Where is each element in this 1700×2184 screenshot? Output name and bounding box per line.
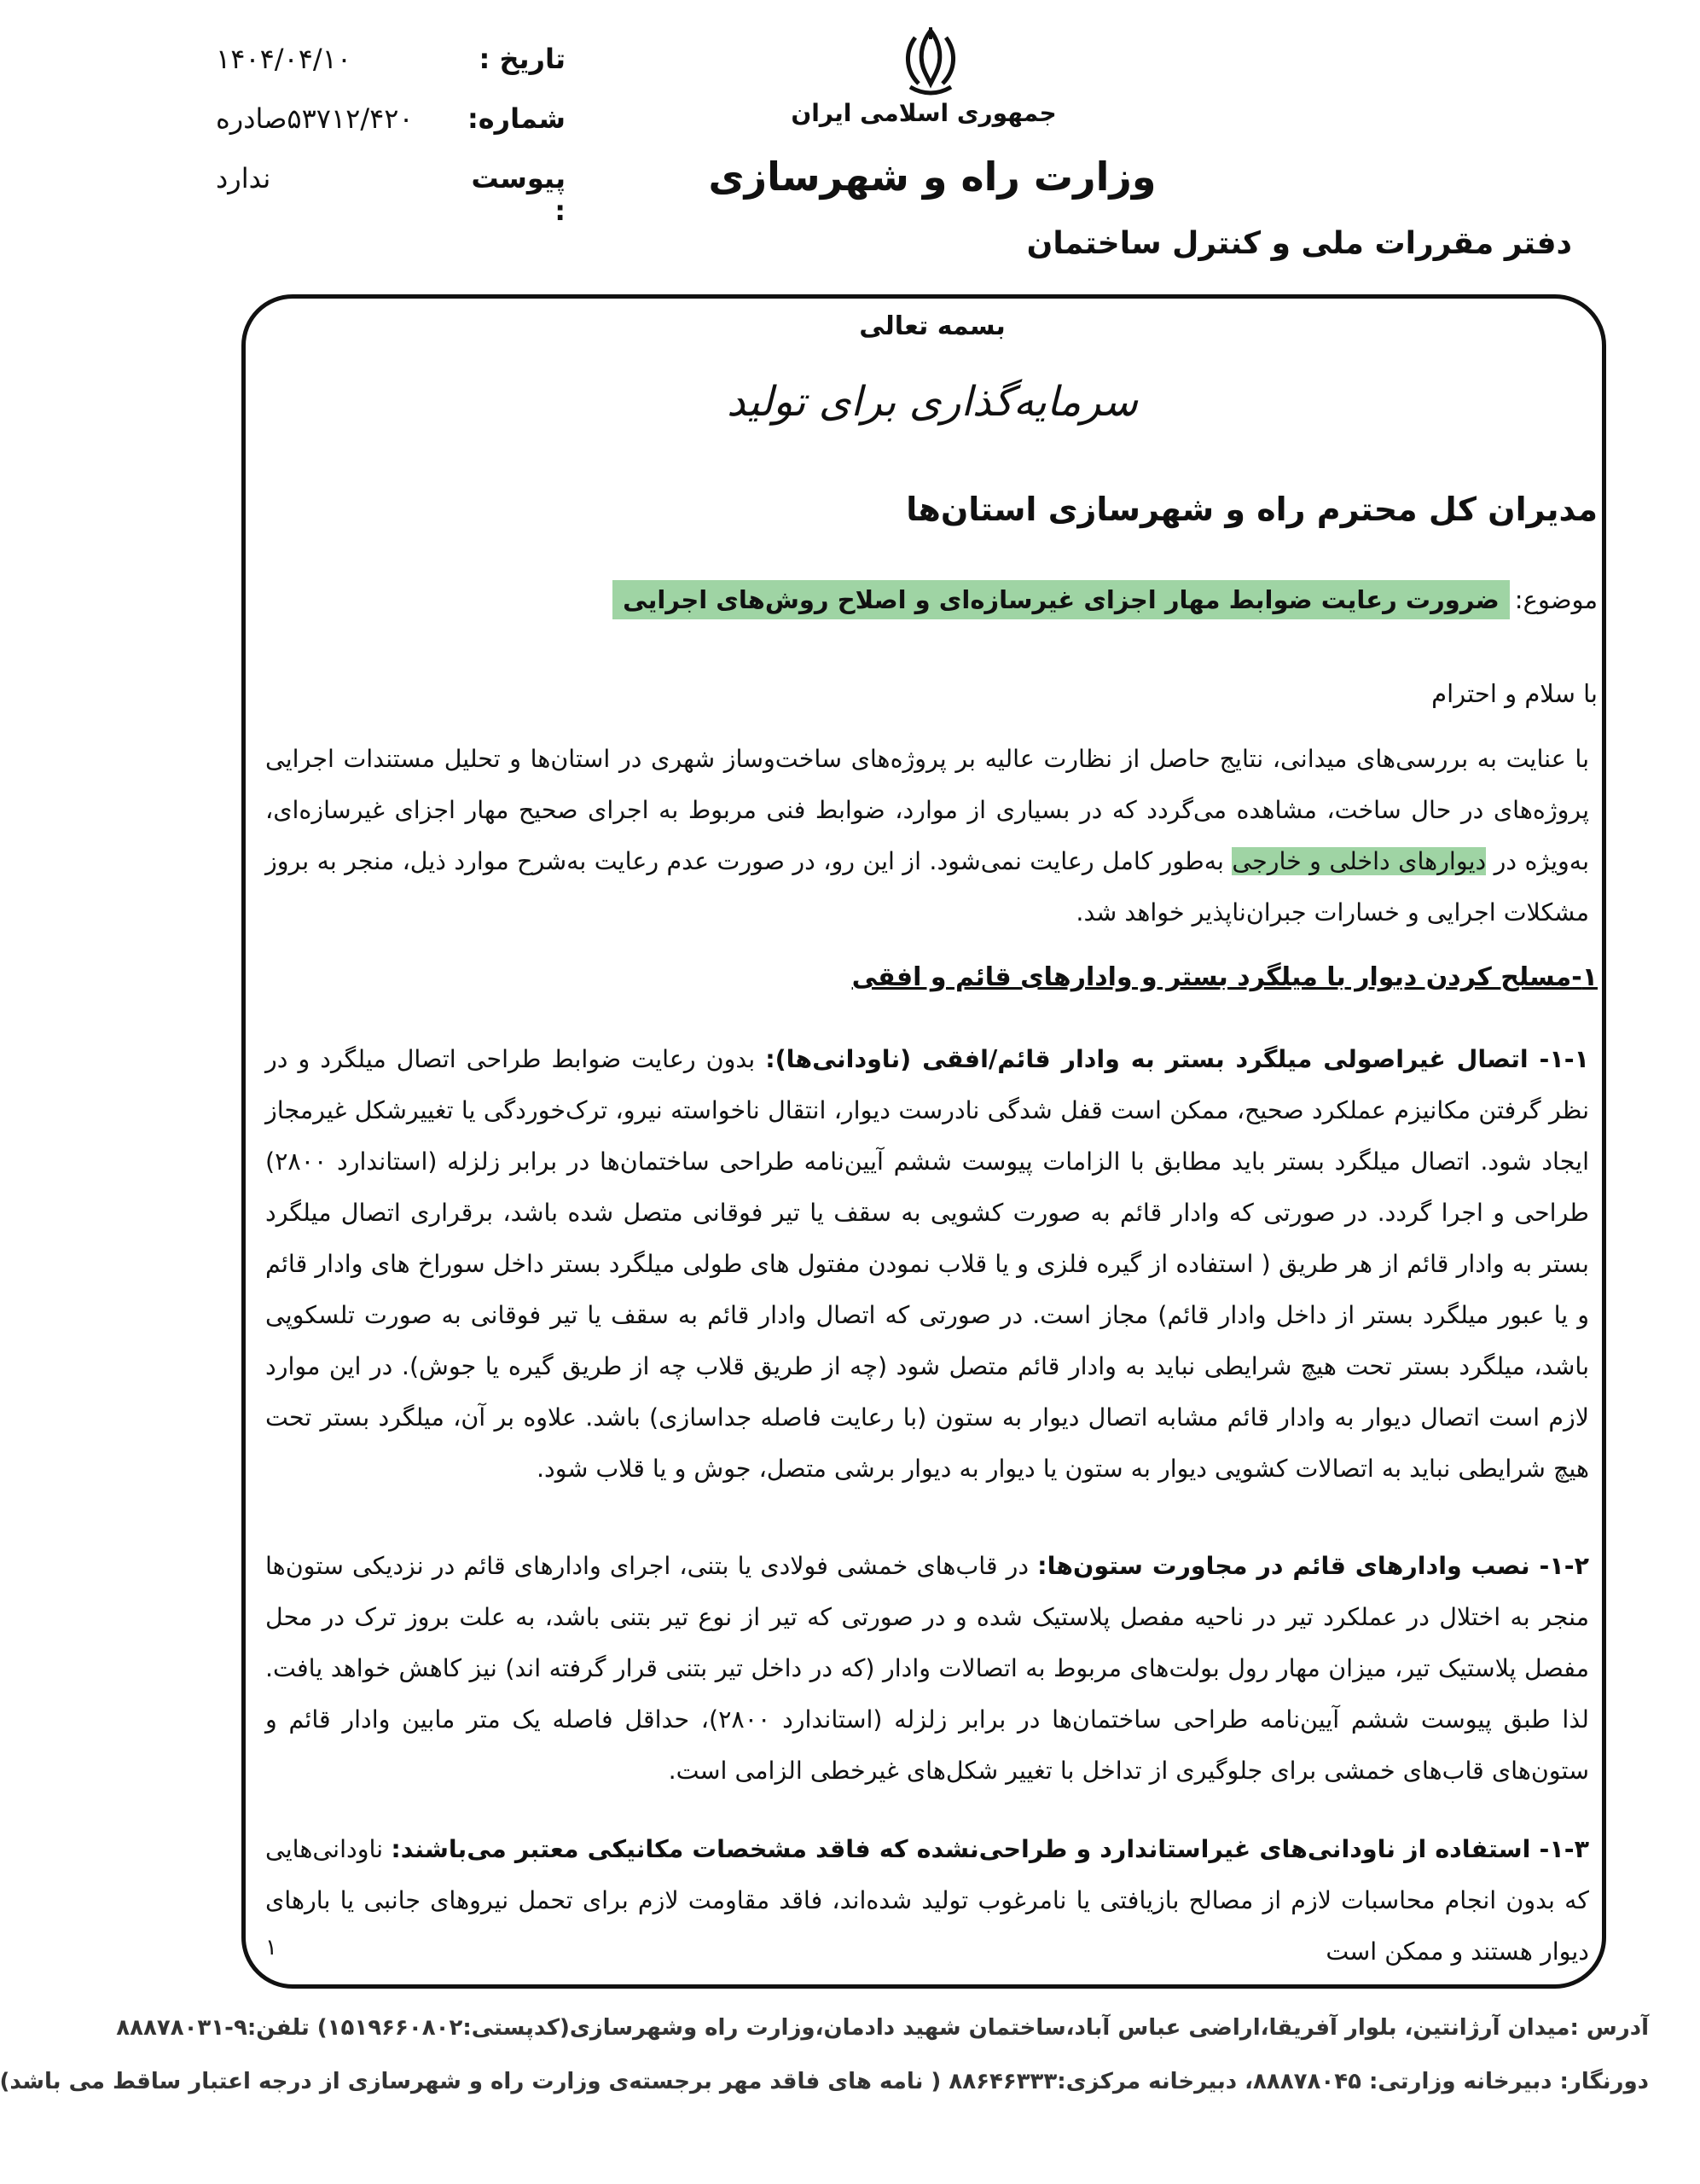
number-label: شماره: xyxy=(467,102,566,135)
intro-highlight: دیوارهای داخلی و خارجی xyxy=(1232,847,1487,875)
attachment-row xyxy=(207,162,566,227)
slogan-text: سرمایه‌گذاری برای تولید xyxy=(727,378,1138,426)
number-row xyxy=(207,102,566,162)
date-label: تاریخ : xyxy=(479,43,566,75)
intro-text-1: با عنایت به بررسی‌های میدانی، نتایج حاصل از نظارت عالیه بر پروژه‌های ساخت‌وساز شهری در استان‌ها و تحلیل مستندات اجرایی پروژه‌های در حال ساخت، مشاهده می‌گردد که در بسیاری از موارد، ضوابط فنی مربوط به اجرای صحیح مهار اجزای غیرسازه‌ای، به‌ویژه در xyxy=(265,745,1590,875)
section-1-title: ۱-مسلح کردن دیوار با میلگرد بستر و وادارهای قائم و افقی xyxy=(851,962,1598,992)
letter-meta xyxy=(207,43,566,227)
government-name: جمهوری اسلامی ایران xyxy=(791,99,1057,127)
office-name: دفتر مقررات ملی و کنترل ساختمان xyxy=(1026,226,1572,261)
section-1-2 xyxy=(265,1541,1589,1797)
bismillah: بسمه تعالی xyxy=(859,311,1006,341)
section-1-1-title: ۱-۱- اتصال غیراصولی میلگرد بستر به وادار قائم/افقی (ناودانی‌ها): xyxy=(765,1045,1589,1073)
number-value: ۵۳۷۱۲/۴۲۰صادره xyxy=(216,102,414,135)
attachment-label: پیوست : xyxy=(471,162,566,227)
date-row xyxy=(207,43,566,102)
subject-line xyxy=(612,580,1598,619)
ministry-name: وزارت راه و شهرسازی xyxy=(708,154,1157,200)
attachment-value: ندارد xyxy=(216,162,271,195)
date-value: ۱۴۰۴/۰۴/۱۰ xyxy=(216,43,352,75)
greeting: با سلام و احترام xyxy=(1431,679,1598,708)
subject-text: ضرورت رعایت ضوابط مهار اجزای غیرسازه‌ای و اصلاح روش‌های اجرایی xyxy=(612,580,1510,619)
subject-label: موضوع: xyxy=(1514,585,1598,614)
intro-paragraph xyxy=(265,734,1589,938)
intro-text-2: به‌طور کامل رعایت نمی‌شود. از این رو، در صورت عدم رعایت به‌شرح موارد ذیل، منجر به بروز مشکلات اجرایی و خسارات جبران‌ناپذیر خواهد شد. xyxy=(265,847,1589,926)
section-1-1-body: بدون رعایت ضوابط طراحی اتصال میلگرد و در نظر گرفتن مکانیزم عملکرد صحیح، ممکن است قفل شدگی نادرست دیوار، انتقال ناخواسته نیرو، ترک‌خوردگی یا تغییرشکل غیرمجاز ایجاد شود. اتصال میلگرد بستر باید مطابق با الزامات پیوست ششم آیین‌نامه طراحی ساختمان‌ها در برابر زلزله (استاندارد ۲۸۰۰) طراحی و اجرا گردد. در صورتی که وادار قائم به صورت کشویی به سقف یا تیر فوقانی متصل شده باشد، برقراری اتصال میلگرد بستر به وادار قائم از هر طریق ( استفاده از گیره فلزی و یا قلاب نمودن مفتول های طولی میلگرد بستر داخل سوراخ های وادار قائم و یا عبور میلگرد بستر از داخل وادار قائم) مجاز است. در صورتی که اتصال وادار قائم به سقف یا تیر فوقانی به صورت تلسکوپی باشد، میلگرد بستر تحت هیچ شرایطی نباید به وادار قائم متصل شود (چه از طریق قلاب چه از طریق گیره یا جوش). در این موارد لازم است اتصال دیوار به وادار قائم مشابه اتصال دیوار به ستون (با رعایت فاصله جداسازی) باشد. علاوه بر آن، میلگرد بستر تحت هیچ شرایطی نباید به اتصالات کشویی دیوار به ستون یا دیوار به دیوار برشی متصل، جوش و یا قلاب شود. xyxy=(265,1045,1589,1483)
page-number: ۱ xyxy=(265,1935,277,1960)
section-1-3 xyxy=(265,1824,1589,1978)
section-1-2-body: در قاب‌های خمشی فولادی یا بتنی، اجرای وادارهای قائم در نزدیکی ستون‌ها منجر به اختلال در عملکرد تیر در ناحیه مفصل پلاستیک شده و در صورتی که تیر از نوع تیر بتنی باشد، به علت بروز ترک در محل مفصل پلاستیک تیر، میزان مهار رول بولت‌های مربوط به اتصالات وادار (که در داخل تیر بتنی قرار گرفته اند) نیز کاهش خواهد یافت. لذا طبق پیوست ششم آیین‌نامه طراحی ساختمان‌ها در برابر زلزله (استاندارد ۲۸۰۰)، حداقل فاصله یک متر مابین وادار قائم و ستون‌های قاب‌های خمشی برای جلوگیری از تداخل با تغییر شکل‌های غیرخطی الزامی است. xyxy=(265,1552,1589,1785)
iran-emblem-icon xyxy=(896,26,965,97)
footer-fax: دورنگار: دبیرخانه وزارتی: ۸۸۸۷۸۰۴۵، دبیرخانه مرکزی:۸۸۶۴۶۳۳۳ ( نامه های فاقد مهر برجسته‌ی وزارت راه و شهرسازی از درجه اعتبار ساقط می باشد) xyxy=(0,2069,1649,2094)
section-1-3-body: ناودانی‌هایی که بدون انجام محاسبات لازم از مصالح بازیافتی یا نامرغوب تولید شده‌اند، فاقد مقاومت لازم برای تحمل نیروهای جانبی یا بارهای دیوار هستند و ممکن است xyxy=(265,1835,1589,1966)
footer-address: آدرس :میدان آرژانتین، بلوار آفریقا،اراضی عباس آباد،ساختمان شهید دادمان،وزارت راه وشهرسازی(کدپستی:۱۵۱۹۶۶۰۸۰۲) تلفن:۹-۸۸۸۷۸۰۳۱ xyxy=(116,2015,1649,2041)
slogan-calligraphy xyxy=(727,363,1138,439)
section-1-3-title: ۱-۳- استفاده از ناودانی‌های غیراستاندارد و طراحی‌نشده که فاقد مشخصات مکانیکی معتبر می‌باشند: xyxy=(391,1835,1589,1863)
addressee: مدیران کل محترم راه و شهرسازی استان‌ها xyxy=(906,491,1598,528)
section-1-1 xyxy=(265,1034,1589,1495)
section-1-2-title: ۱-۲- نصب وادارهای قائم در مجاورت ستون‌ها: xyxy=(1037,1552,1589,1580)
